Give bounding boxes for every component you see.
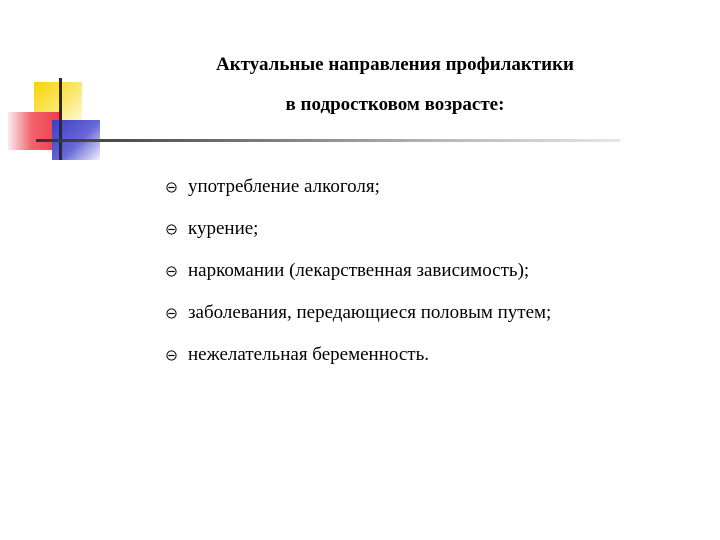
circle-dash-bullet-icon xyxy=(166,182,177,193)
list-item xyxy=(162,170,702,212)
circle-dash-bullet-icon xyxy=(166,266,177,277)
circle-dash-bullet-icon xyxy=(166,224,177,235)
slide-title-line-1: Актуальные направления профилактики xyxy=(216,54,574,75)
list-item-text: нежелательная беременность. xyxy=(188,344,430,365)
list-item-text: курение; xyxy=(188,218,259,239)
bullet-list xyxy=(162,170,702,380)
list-item-text: употребление алкоголя; xyxy=(188,176,380,197)
list-item xyxy=(162,212,702,254)
list-item xyxy=(162,296,702,338)
circle-dash-bullet-icon xyxy=(166,308,177,319)
list-item-text: заболевания, передающиеся половым путем; xyxy=(188,302,552,323)
corner-ornament xyxy=(0,0,110,170)
list-item-text: наркомании (лекарственная зависимость); xyxy=(188,260,530,281)
circle-dash-bullet-icon xyxy=(166,350,177,361)
list-item xyxy=(162,254,702,296)
vertical-rule xyxy=(59,78,62,160)
horizontal-rule xyxy=(36,139,620,142)
slide-title-line-2: в подростковом возрасте: xyxy=(285,94,505,115)
list-item xyxy=(162,338,702,380)
